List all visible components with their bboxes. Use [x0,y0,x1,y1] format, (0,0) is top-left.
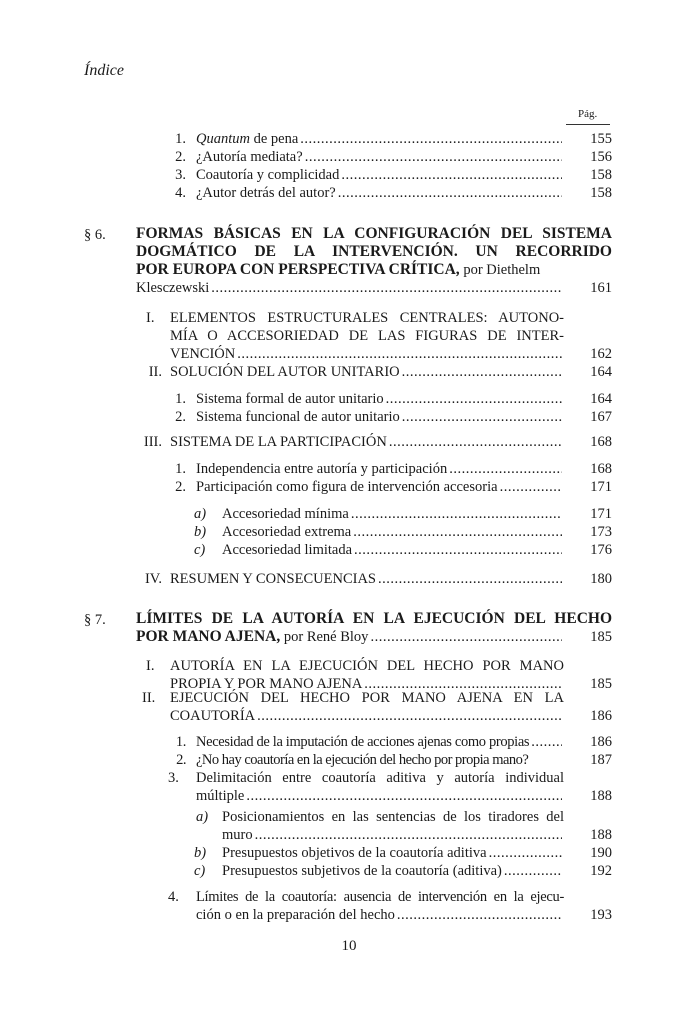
toc-page-number: 185 [590,629,612,645]
dot-leader [300,130,562,148]
dot-leader [402,363,562,381]
dot-leader [370,628,562,646]
section-number: § 6. [84,227,106,243]
toc-entry[interactable]: 1. Sistema formal de autor unitario ..... [196,390,564,408]
item-number: 4. [168,889,179,905]
dot-leader [211,279,562,297]
dot-leader [305,148,562,166]
toc-page-number: 168 [590,461,612,477]
toc-entry[interactable]: 2. Sistema funcional de autor unitario ..... [196,408,564,426]
dot-leader [354,541,562,559]
item-title-line: EJECUCIÓN DEL HECHO POR MANO AJENA EN LA [170,690,564,706]
page-column-label: Pág. [578,108,598,120]
toc-entry[interactable]: 4. ¿Autor detrás del autor? ..... [196,184,564,202]
dot-leader [489,844,562,862]
toc-entry[interactable]: ción o en la preparación del hecho ..... [196,906,564,924]
toc-page-number: 168 [590,434,612,450]
dot-leader [378,570,562,588]
dot-leader [386,390,562,408]
toc-entry[interactable]: PROPIA Y POR MANO AJENA ..... [170,675,564,693]
toc-page-number: 171 [590,506,612,522]
toc-entry[interactable]: muro ..... [222,826,564,844]
item-title-line: Límites de la coautoría: ausencia de intervención en la ejecu- [196,889,564,905]
dot-leader [341,166,562,184]
toc-page-number: 188 [590,788,612,804]
section-title-line: POR EUROPA CON PERSPECTIVA CRÍTICA, por Diethelm [136,261,541,278]
toc-page-number: 185 [590,676,612,692]
toc-entry[interactable]: 1. Quantum de pena ..... [196,130,564,148]
item-title-line: MÍA O ACCESORIEDAD DE LAS FIGURAS DE INTER- [170,328,564,344]
page-number-footer: 10 [341,938,357,954]
item-title-line: AUTORÍA EN LA EJECUCIÓN DEL HECHO POR MANO [170,658,564,674]
dot-leader [500,478,562,496]
toc-page-number: 173 [590,524,612,540]
toc-entry[interactable]: b) Accesoriedad extrema ..... [222,523,564,541]
column-label-rule [566,124,610,125]
dot-leader [351,505,562,523]
toc-entry[interactable]: c) Accesoriedad limitada ..... [222,541,564,559]
toc-page-number: 192 [590,863,612,879]
dot-leader [389,433,562,451]
toc-entry[interactable]: II. SOLUCIÓN DEL AUTOR UNITARIO ..... [170,363,564,381]
toc-page-number: 158 [590,185,612,201]
section-title-line: FORMAS BÁSICAS EN LA CONFIGURACIÓN DEL SISTEMA [136,225,612,242]
toc-page-number: 155 [590,131,612,147]
item-title-line: Posicionamientos en las sentencias de los tiradores del [222,809,564,825]
toc-entry[interactable]: c) Presupuestos subjetivos de la coautoría (aditiva) ..... [222,862,564,880]
toc-page-number: 164 [590,364,612,380]
toc-entry[interactable]: 3. Coautoría y complicidad ..... [196,166,564,184]
dot-leader [237,345,562,363]
toc-page-number: 193 [590,907,612,923]
toc-page-number: 190 [590,845,612,861]
toc-page-number: 171 [590,479,612,495]
dot-leader [504,862,562,880]
toc-entry[interactable]: IV. RESUMEN Y CONSECUENCIAS ..... [170,570,564,588]
toc-page-number: 162 [590,346,612,362]
toc-entry[interactable]: 2. ¿No hay coautoría en la ejecución del hecho por propia mano? [176,752,529,768]
dot-leader [353,523,562,541]
toc-entry[interactable]: 2. ¿Autoría mediata? ..... [196,148,564,166]
dot-leader [402,408,562,426]
item-number: II. [142,690,156,706]
toc-page-number: 187 [590,752,612,768]
toc-entry[interactable]: múltiple ..... [196,787,564,805]
dot-leader [255,826,562,844]
section-title-line: LÍMITES DE LA AUTORÍA EN LA EJECUCIÓN DEL HECHO [136,610,612,627]
toc-page-number: 186 [590,734,612,750]
toc-entry[interactable]: a) Accesoriedad mínima ..... [222,505,564,523]
dot-leader [531,733,562,751]
running-header: Índice [84,62,124,79]
toc-page-number: 156 [590,149,612,165]
toc-page-number: 158 [590,167,612,183]
section-title-line: DOGMÁTICO DE LA INTERVENCIÓN. UN RECORRIDO [136,243,612,260]
item-number: I. [146,658,155,674]
item-title-line: Delimitación entre coautoría aditiva y autoría individual [196,770,564,786]
toc-entry[interactable]: b) Presupuestos objetivos de la coautoría aditiva ..... [222,844,564,862]
dot-leader [257,707,562,725]
toc-page-number: 180 [590,571,612,587]
dot-leader [246,787,562,805]
toc-page-number: 167 [590,409,612,425]
dot-leader [397,906,562,924]
toc-entry[interactable]: Klesczewski ..... [136,279,564,297]
toc-entry[interactable]: VENCIÓN ..... [170,345,564,363]
toc-page-number: 161 [590,280,612,296]
toc-entry[interactable]: 1. Necesidad de la imputación de acciones ajenas como propias ..... [196,733,564,751]
toc-page-number: 186 [590,708,612,724]
toc-page-number: 188 [590,827,612,843]
item-number: a) [196,809,209,825]
toc-entry[interactable]: III. SISTEMA DE LA PARTICIPACIÓN ..... [170,433,564,451]
item-number: 3. [168,770,179,786]
toc-page-number: 176 [590,542,612,558]
toc-entry[interactable]: POR MANO AJENA, por René Bloy ..... [136,628,564,646]
toc-entry[interactable]: COAUTORÍA ..... [170,707,564,725]
toc-entry[interactable]: 1. Independencia entre autoría y participación ..... [196,460,564,478]
toc-entry[interactable]: 2. Participación como figura de intervención accesoria ..... [196,478,564,496]
toc-page-number: 164 [590,391,612,407]
dot-leader [449,460,562,478]
item-title-line: ELEMENTOS ESTRUCTURALES CENTRALES: AUTONO- [170,310,564,326]
section-number: § 7. [84,612,106,628]
item-number: I. [146,310,155,326]
dot-leader [338,184,562,202]
